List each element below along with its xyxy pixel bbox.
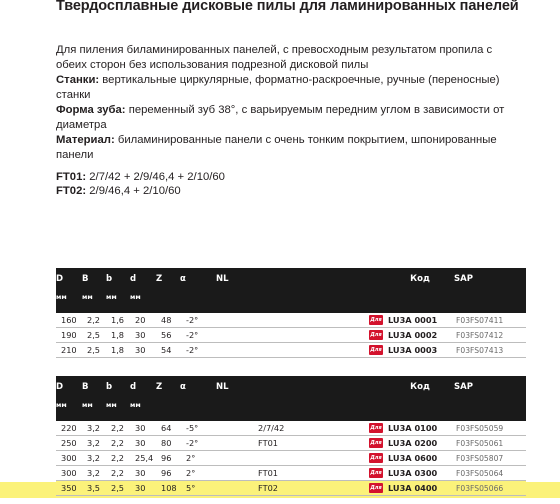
cell-angle: -2° bbox=[180, 328, 216, 343]
unit-D: мм bbox=[56, 396, 82, 421]
cell-kerf-width: 2,2 bbox=[82, 313, 106, 328]
cell-diameter: 190 bbox=[56, 328, 82, 343]
cell-code: LU3A 0001 bbox=[386, 313, 454, 328]
cell-sap: F03FS07412 bbox=[454, 328, 526, 343]
cell-diameter: 250 bbox=[56, 436, 82, 451]
badge-cell bbox=[366, 313, 386, 328]
cell-bore: 30 bbox=[130, 436, 156, 451]
cell-teeth: 80 bbox=[156, 436, 180, 451]
col-header-Z: Z bbox=[156, 376, 180, 396]
cell-diameter: 210 bbox=[56, 343, 82, 358]
cell-bore: 30 bbox=[130, 481, 156, 496]
cell-bore: 30 bbox=[130, 421, 156, 436]
table-row bbox=[56, 481, 526, 496]
cell-bore: 25,4 bbox=[130, 451, 156, 466]
cell-nl bbox=[216, 313, 366, 328]
cell-bore: 20 bbox=[130, 313, 156, 328]
col-header-NL: NL bbox=[216, 376, 366, 396]
cell-sap: F03FS05066 bbox=[454, 481, 526, 496]
material-text: биламинированные панели с очень тонким покрытием, шпонированные панели bbox=[56, 134, 497, 161]
for-badge-icon: Для bbox=[370, 332, 382, 339]
cell-kerf-width: 3,2 bbox=[82, 421, 106, 436]
cell-kerf-width: 3,2 bbox=[82, 436, 106, 451]
cell-body-thickness: 2,5 bbox=[106, 481, 130, 496]
cell-code: LU3A 0400 bbox=[386, 481, 454, 496]
cell-code: LU3A 0100 bbox=[386, 421, 454, 436]
tooth-label: Форма зуба: bbox=[56, 104, 126, 116]
cell-bore: 30 bbox=[130, 343, 156, 358]
ft01-label: FT01: bbox=[56, 171, 87, 183]
table-1-body bbox=[56, 313, 526, 358]
cell-nl bbox=[216, 328, 366, 343]
cell-angle: -2° bbox=[180, 313, 216, 328]
cell-diameter: 350 bbox=[56, 481, 82, 496]
unit-b: мм bbox=[106, 396, 130, 421]
cell-bore: 30 bbox=[130, 328, 156, 343]
col-header-b: b bbox=[106, 376, 130, 396]
cell-kerf-width: 2,5 bbox=[82, 343, 106, 358]
cell-body-thickness: 2,2 bbox=[106, 421, 130, 436]
cell-teeth: 64 bbox=[156, 421, 180, 436]
cell-sap: F03FS05061 bbox=[454, 436, 526, 451]
ft02-line bbox=[56, 184, 225, 198]
table-row bbox=[56, 313, 526, 328]
cell-kerf-width: 2,5 bbox=[82, 328, 106, 343]
cell-sap: F03FS05064 bbox=[454, 466, 526, 481]
cell-body-thickness: 2,2 bbox=[106, 451, 130, 466]
col-header-B: B bbox=[82, 376, 106, 396]
cell-body-thickness: 1,6 bbox=[106, 313, 130, 328]
cell-teeth: 96 bbox=[156, 451, 180, 466]
cell-teeth: 108 bbox=[156, 481, 180, 496]
badge-cell bbox=[366, 481, 386, 496]
cell-nl bbox=[216, 451, 366, 466]
cell-body-thickness: 1,8 bbox=[106, 343, 130, 358]
cell-angle: -5° bbox=[180, 421, 216, 436]
unit-B: мм bbox=[82, 288, 106, 313]
cell-teeth: 54 bbox=[156, 343, 180, 358]
cell-body-thickness: 1,8 bbox=[106, 328, 130, 343]
machines-label: Станки: bbox=[56, 74, 100, 86]
ft01-text: 2/7/42 + 2/9/46,4 + 2/10/60 bbox=[86, 171, 225, 183]
table-row bbox=[56, 436, 526, 451]
ft02-label: FT02: bbox=[56, 185, 87, 197]
badge-cell bbox=[366, 451, 386, 466]
col-header-alpha: α bbox=[180, 268, 216, 288]
cell-kerf-width: 3,2 bbox=[82, 466, 106, 481]
cell-angle: -2° bbox=[180, 343, 216, 358]
col-header-d: d bbox=[130, 268, 156, 288]
tooth-configurations bbox=[56, 170, 225, 198]
for-badge-icon: Для bbox=[370, 425, 382, 432]
ft01-line bbox=[56, 170, 225, 184]
page-title: Твердосплавные дисковые пилы для ламинированных панелей bbox=[56, 0, 519, 14]
col-header-b: b bbox=[106, 268, 130, 288]
table-row bbox=[56, 466, 526, 481]
col-header-kod: Код bbox=[386, 376, 454, 396]
for-badge-icon: Для bbox=[370, 485, 382, 492]
machines-line bbox=[56, 73, 526, 103]
col-header-D: D bbox=[56, 376, 82, 396]
col-header-sap: SAP bbox=[454, 268, 526, 288]
cell-nl: 2/7/42 bbox=[216, 421, 366, 436]
cell-teeth: 96 bbox=[156, 466, 180, 481]
for-badge-icon: Для bbox=[370, 470, 382, 477]
cell-nl: FT02 bbox=[216, 481, 366, 496]
for-badge-icon: Для bbox=[370, 317, 382, 324]
product-description bbox=[56, 43, 526, 163]
machines-text: вертикальные циркулярные, форматно-раскроечные, ручные (переносные) станки bbox=[56, 74, 500, 101]
cell-code: LU3A 0003 bbox=[386, 343, 454, 358]
table-row bbox=[56, 421, 526, 436]
tooth-line bbox=[56, 103, 526, 133]
cell-sap: F03FS07413 bbox=[454, 343, 526, 358]
cell-body-thickness: 2,2 bbox=[106, 436, 130, 451]
tooth-text: переменный зуб 38°, с варьируемым передним углом в зависимости от диаметра bbox=[56, 104, 505, 131]
unit-B: мм bbox=[82, 396, 106, 421]
cell-nl: FT01 bbox=[216, 466, 366, 481]
cell-code: LU3A 0300 bbox=[386, 466, 454, 481]
for-badge-icon: Для bbox=[370, 455, 382, 462]
badge-cell bbox=[366, 328, 386, 343]
col-header-d: d bbox=[130, 376, 156, 396]
table-1-header bbox=[56, 268, 526, 313]
col-header-NL: NL bbox=[216, 268, 366, 288]
cell-sap: F03FS07411 bbox=[454, 313, 526, 328]
col-header-alpha: α bbox=[180, 376, 216, 396]
cell-nl bbox=[216, 343, 366, 358]
cell-code: LU3A 0200 bbox=[386, 436, 454, 451]
col-header-Z: Z bbox=[156, 268, 180, 288]
cell-code: LU3A 0002 bbox=[386, 328, 454, 343]
cell-angle: 5° bbox=[180, 481, 216, 496]
for-badge-icon: Для bbox=[370, 347, 382, 354]
material-line bbox=[56, 133, 526, 163]
badge-cell bbox=[366, 466, 386, 481]
table-row bbox=[56, 328, 526, 343]
cell-body-thickness: 2,2 bbox=[106, 466, 130, 481]
cell-sap: F03FS05807 bbox=[454, 451, 526, 466]
cell-teeth: 56 bbox=[156, 328, 180, 343]
badge-cell bbox=[366, 436, 386, 451]
spec-table-2 bbox=[56, 376, 526, 496]
unit-d: мм bbox=[130, 396, 156, 421]
cell-sap: F03FS05059 bbox=[454, 421, 526, 436]
col-header-B: B bbox=[82, 268, 106, 288]
table-row bbox=[56, 451, 526, 466]
description-intro: Для пиления биламинированных панелей, с превосходным результатом пропила с обеих сторон без использования подрезной дисковой пилы bbox=[56, 44, 493, 71]
badge-cell bbox=[366, 343, 386, 358]
cell-angle: 2° bbox=[180, 466, 216, 481]
col-header-sap: SAP bbox=[454, 376, 526, 396]
table-row bbox=[56, 343, 526, 358]
cell-teeth: 48 bbox=[156, 313, 180, 328]
unit-b: мм bbox=[106, 288, 130, 313]
cell-diameter: 220 bbox=[56, 421, 82, 436]
col-header-kod: Код bbox=[386, 268, 454, 288]
cell-bore: 30 bbox=[130, 466, 156, 481]
cell-diameter: 300 bbox=[56, 451, 82, 466]
ft02-text: 2/9/46,4 + 2/10/60 bbox=[86, 185, 181, 197]
material-label: Материал: bbox=[56, 134, 115, 146]
unit-D: мм bbox=[56, 288, 82, 313]
cell-diameter: 300 bbox=[56, 466, 82, 481]
unit-d: мм bbox=[130, 288, 156, 313]
spec-table-1 bbox=[56, 268, 526, 358]
cell-angle: 2° bbox=[180, 451, 216, 466]
for-badge-icon: Для bbox=[370, 440, 382, 447]
cell-kerf-width: 3,5 bbox=[82, 481, 106, 496]
col-header-D: D bbox=[56, 268, 82, 288]
table-2-header bbox=[56, 376, 526, 421]
cell-diameter: 160 bbox=[56, 313, 82, 328]
cell-code: LU3A 0600 bbox=[386, 451, 454, 466]
cell-nl: FT01 bbox=[216, 436, 366, 451]
cell-kerf-width: 3,2 bbox=[82, 451, 106, 466]
table-2-body bbox=[56, 421, 526, 496]
cell-angle: -2° bbox=[180, 436, 216, 451]
badge-cell bbox=[366, 421, 386, 436]
